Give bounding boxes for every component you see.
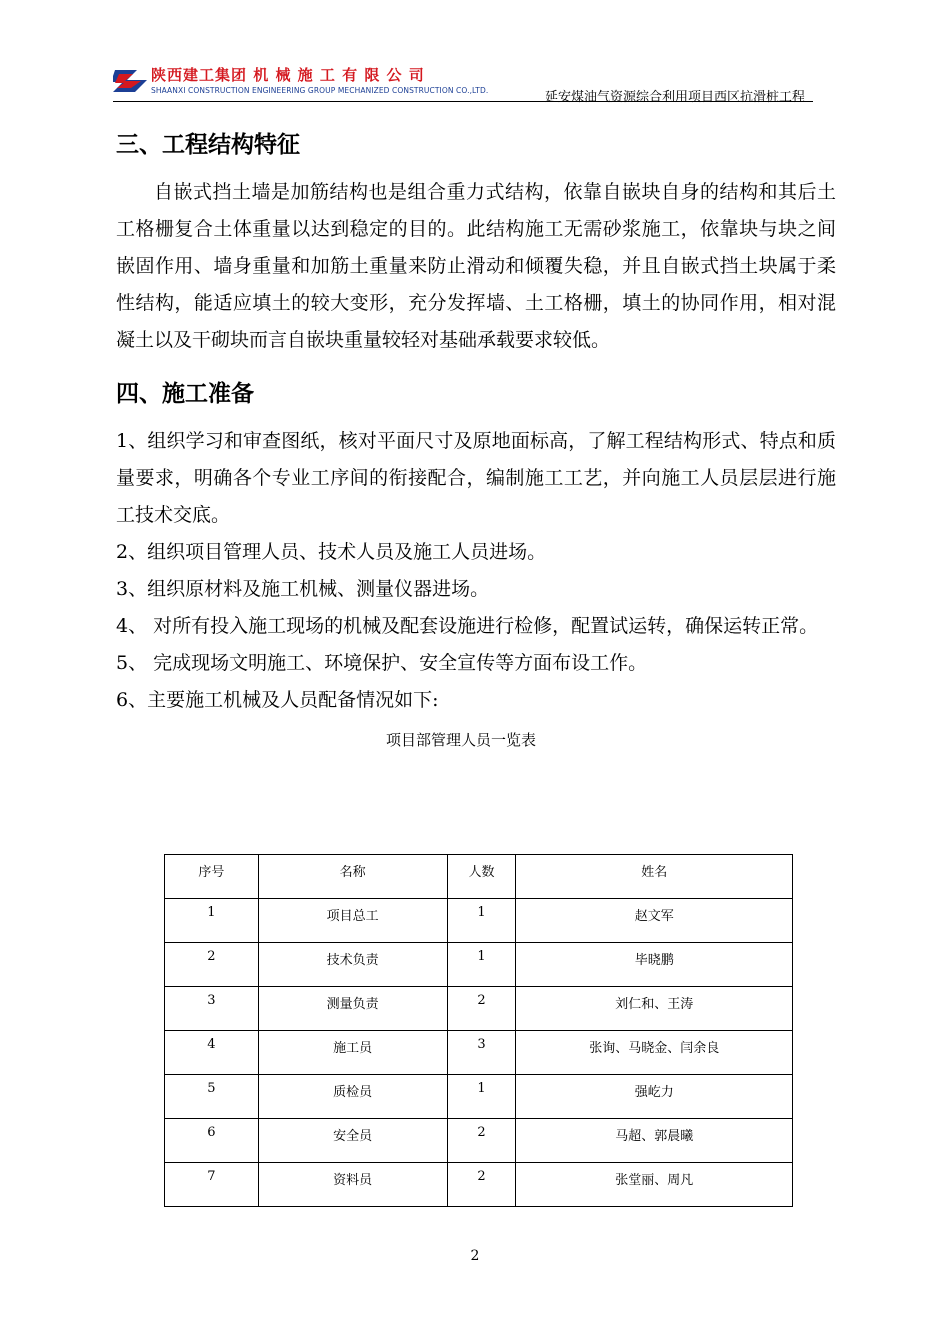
table-cell: 资料员 <box>258 1163 447 1207</box>
list-item: 6、主要施工机械及人员配备情况如下: <box>116 689 439 711</box>
table-cell: 技术负责 <box>258 943 447 987</box>
list-item: 4、 对所有投入施工现场的机械及配套设施进行检修，配置试运转，确保运转正常。 <box>116 615 819 637</box>
table-cell: 质检员 <box>258 1075 447 1119</box>
table-cell: 2 <box>447 1163 516 1207</box>
table-cell: 2 <box>165 943 259 987</box>
column-header: 姓名 <box>516 855 793 899</box>
table-cell: 安全员 <box>258 1119 447 1163</box>
table-cell: 7 <box>165 1163 259 1207</box>
table-cell: 施工员 <box>258 1031 447 1075</box>
table-row <box>165 1031 793 1075</box>
section-4-title: 四、施工准备 <box>116 381 254 407</box>
section-3-body: 自嵌式挡土墙是加筋结构也是组合重力式结构，依靠自嵌块自身的结构和其后土工格栅复合土体重量以达到稳定的目的。此结构施工无需砂浆施工，依靠块与块之间嵌固作用、墙身重量和加筋土重量来防止滑动和倾覆失稳，并且自嵌式挡土块属于柔性结构，能适应填土的较大变形，充分发挥墙、土工格栅，填土的协同作用，相对混凝土以及干砌块而言自嵌块重量较轻对基础承载要求较低。 <box>116 181 836 351</box>
table-row <box>165 1119 793 1163</box>
table-cell: 毕晓鹏 <box>516 943 793 987</box>
table-cell: 1 <box>447 943 516 987</box>
column-header: 人数 <box>447 855 516 899</box>
section-3-title: 三、工程结构特征 <box>116 132 300 158</box>
table-header-row <box>165 855 793 899</box>
table-cell: 1 <box>447 899 516 943</box>
page-header <box>113 62 813 105</box>
table-cell: 4 <box>165 1031 259 1075</box>
section-4-list <box>116 423 836 719</box>
main-content <box>116 120 836 755</box>
list-item: 3、组织原材料及施工机械、测量仪器进场。 <box>116 578 490 600</box>
table-caption: 项目部管理人员一览表 <box>385 731 536 749</box>
list-item: 1、组织学习和审查图纸，核对平面尺寸及原地面标高，了解工程结构形式、特点和质量要求，明确各个专业工序间的衔接配合，编制施工工艺，并向施工人员层层进行施工技术交底。 <box>116 430 836 526</box>
company-name-en: SHAANXI CONSTRUCTION ENGINEERING GROUP MECHANIZED CONSTRUCTION CO.,LTD. <box>151 86 489 95</box>
table-cell: 1 <box>447 1075 516 1119</box>
table-row <box>165 943 793 987</box>
table-cell: 2 <box>447 987 516 1031</box>
table-row <box>165 987 793 1031</box>
table-cell: 1 <box>165 899 259 943</box>
list-item: 5、 完成现场文明施工、环境保护、安全宣传等方面布设工作。 <box>116 652 648 674</box>
project-name: 延安煤油气资源综合利用项目西区抗滑桩工程 <box>544 90 805 105</box>
staff-table <box>164 854 793 1207</box>
header-divider <box>113 101 813 102</box>
list-item: 2、组织项目管理人员、技术人员及施工人员进场。 <box>116 541 547 563</box>
table-cell: 5 <box>165 1075 259 1119</box>
table-cell: 测量负责 <box>258 987 447 1031</box>
table-cell: 2 <box>447 1119 516 1163</box>
table-cell: 张堂丽、周凡 <box>516 1163 793 1207</box>
column-header: 序号 <box>165 855 259 899</box>
table-cell: 3 <box>165 987 259 1031</box>
table-row <box>165 1163 793 1207</box>
page-number: 2 <box>470 1248 480 1264</box>
table-cell: 强屹力 <box>516 1075 793 1119</box>
table-row <box>165 1075 793 1119</box>
table-cell: 6 <box>165 1119 259 1163</box>
table-cell: 3 <box>447 1031 516 1075</box>
table-cell: 马超、郭晨曦 <box>516 1119 793 1163</box>
column-header: 名称 <box>258 855 447 899</box>
company-name-cn: 陕西建工集团 机 械 施 工 有 限 公 司 <box>151 66 425 84</box>
table-cell: 项目总工 <box>258 899 447 943</box>
table-cell: 刘仁和、王涛 <box>516 987 793 1031</box>
table-cell: 赵文军 <box>516 899 793 943</box>
company-logo-icon <box>113 66 149 96</box>
table-row <box>165 899 793 943</box>
table-cell: 张询、马晓金、闫余良 <box>516 1031 793 1075</box>
